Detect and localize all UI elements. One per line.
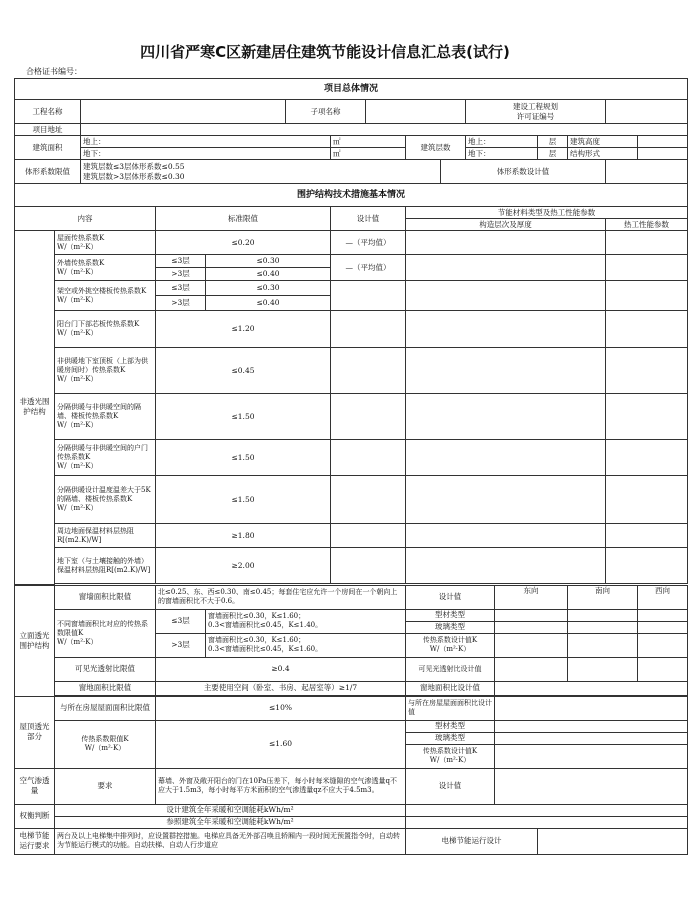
kd-west (638, 633, 688, 657)
wf-limit-text: 主要使用空间（卧室、书房、起居室等）≥1/7 (156, 681, 406, 695)
shape-limit-values (81, 160, 441, 184)
skylight-glass-label: 玻璃类型 (406, 732, 495, 744)
col-thermal: 热工性能参数 (606, 219, 688, 231)
area-above-unit: ㎡ (331, 136, 406, 148)
overhang-gt3: >3层 (156, 296, 206, 311)
wf-design-value (495, 681, 688, 695)
elevator-design-value (538, 828, 688, 854)
basement-ceiling-k-limit: ≤0.45 (156, 348, 331, 394)
structure-label: 结构形式 (568, 148, 638, 160)
project-name-value (81, 100, 286, 124)
partition-k-limit: ≤1.50 (156, 394, 331, 440)
shape-design-label: 体形系数设计值 (441, 160, 606, 184)
entry-door-k-limit: ≤1.50 (156, 440, 331, 476)
wwr-design-label: 设计值 (406, 585, 495, 609)
basement-wall-thermal (606, 548, 688, 584)
permit-number-value (606, 100, 688, 124)
overview-heading: 项目总体情况 (15, 79, 688, 100)
balcony-door-k-design (331, 311, 406, 348)
vlt-design-label: 可见光透射比设计值 (406, 657, 495, 681)
wall-k-label: 外墙传热系数K W/（m²·K） (55, 255, 156, 281)
floors-below-unit: 层 (538, 148, 568, 160)
basement-wall-layers (406, 548, 606, 584)
window-le3: ≤3层 (156, 609, 206, 633)
glass-east (495, 621, 568, 633)
balcony-door-k-limit: ≤1.20 (156, 311, 331, 348)
window-le3-text: 窗墙面积比≤0.30，K≤1.60； 0.3<窗墙面积比≤0.45，K≤1.40。 (206, 609, 406, 633)
elevator-group-label: 电梯节能运行要求 (15, 828, 55, 854)
profile-type-label: 型材类型 (406, 609, 495, 621)
overhang-k-label: 架空或外挑空楼板传热系数K W/（m²·K） (55, 281, 156, 311)
vlt-east (495, 657, 568, 681)
roof-k-limit: ≤0.20 (156, 231, 331, 255)
ref-energy-label: 参照建筑全年采暖和空调能耗kWh/m² (55, 816, 406, 828)
wall-le3: ≤3层 (156, 255, 206, 268)
profile-east (495, 609, 568, 621)
project-name-label: 工程名称 (15, 100, 81, 124)
wall-layers (406, 255, 606, 281)
wwr-east: 东向 (495, 585, 568, 609)
floor-area-label: 建筑面积 (15, 136, 81, 160)
ground-r-limit: ≥1.80 (156, 524, 331, 548)
wall-k-design: —（平均值） (331, 255, 406, 281)
roof-k-design: —（平均值） (331, 231, 406, 255)
ground-r-label: 周边地面保温材料层热阻R[(m2.K)/W] (55, 524, 156, 548)
entry-door-k-label: 分隔供暖与非供暖空间的户门传热系数K W/（m²·K） (55, 440, 156, 476)
profile-west (638, 609, 688, 621)
envelope-heading: 围护结构技术措施基本情况 (15, 184, 688, 207)
roof-layers (406, 231, 606, 255)
floors-above-label: 地上： (466, 136, 538, 148)
wwr-limit-text: 北≤0.25、东、西≤0.30、南≤0.45；每套住宅应允许一个房间在一个朝向上的窗墙面积比不大于0.6。 (156, 585, 406, 609)
shape-limit-1: 建筑层数≤3层体形系数≤0.55 (83, 161, 185, 171)
tradeoff-group-label: 权衡判断 (15, 804, 55, 828)
overhang-le3: ≤3层 (156, 281, 206, 296)
overhang-thermal (606, 281, 688, 311)
skylight-ratio-value: ≤10% (156, 696, 406, 720)
kd-east (495, 633, 568, 657)
wall-thermal (606, 255, 688, 281)
basement-ceiling-k-label: 非供暖地下室顶板（上部为供暖房间时）传热系数K W/（m²·K） (55, 348, 156, 394)
partition-k-label: 分隔供暖与非供暖空间的隔墙、楼板传热系数K W/（m²·K） (55, 394, 156, 440)
permit-number-label: 建设工程规划 许可证编号 (466, 100, 606, 124)
ground-thermal (606, 524, 688, 548)
skylight-profile-value (495, 720, 688, 732)
design-energy-value (406, 804, 688, 816)
address-label: 项目地址 (15, 124, 81, 136)
balcony-door-layers (406, 311, 606, 348)
opaque-group-label: 非透光围护结构 (15, 231, 55, 585)
skylight-ratio-design-label: 与所在房屋屋面面积比设计值 (406, 696, 495, 720)
certificate-number-label: 合格证书编号： (26, 67, 82, 76)
basement-ceiling-layers (406, 348, 606, 394)
wall-gt3-limit: ≤0.40 (206, 268, 331, 281)
floors-above-unit: 层 (538, 136, 568, 148)
balcony-door-k-label: 阳台门下部芯板传热系数K W/（m²·K） (55, 311, 156, 348)
floors-label: 建筑层数 (406, 136, 466, 160)
overhang-k-design (331, 281, 406, 311)
address-value (81, 124, 688, 136)
wf-limit-label: 窗地面积比限值 (55, 681, 156, 695)
skylight-ratio-label: 与所在房屋屋面面积比限值 (55, 696, 156, 720)
wall-le3-limit: ≤0.30 (206, 255, 331, 268)
basement-wall-r-limit: ≥2.00 (156, 548, 331, 584)
temp-diff-thermal (606, 476, 688, 524)
profile-south (568, 609, 638, 621)
roof-thermal (606, 231, 688, 255)
energy-info-table (14, 78, 688, 855)
col-material: 节能材料类型及热工性能参数 (406, 207, 688, 219)
skylight-glass-value (495, 732, 688, 744)
structure-value (638, 148, 688, 160)
overhang-layers (406, 281, 606, 311)
overhang-gt3-limit: ≤0.40 (206, 296, 331, 311)
temp-diff-k-limit: ≤1.50 (156, 476, 331, 524)
sub-project-value (366, 100, 466, 124)
window-gt3-text: 窗墙面积比≤0.30，K≤1.60； 0.3<窗墙面积比≤0.45，K≤1.60。 (206, 633, 406, 657)
col-layers: 构造层次及厚度 (406, 219, 606, 231)
col-limit: 标准限值 (156, 207, 331, 231)
window-k-design-label: 传热系数设计值K W/（m²·K） (406, 633, 495, 657)
entry-door-k-design (331, 440, 406, 476)
glazing-group-label: 立面透光围护结构 (15, 585, 55, 696)
height-label: 建筑高度 (568, 136, 638, 148)
shape-design-value (606, 160, 688, 184)
partition-thermal (606, 394, 688, 440)
ref-energy-value (406, 816, 688, 828)
skylight-k-design-value (495, 744, 688, 768)
overhang-le3-limit: ≤0.30 (206, 281, 331, 296)
partition-layers (406, 394, 606, 440)
wf-design-label: 窗地面积比设计值 (406, 681, 495, 695)
temp-diff-k-design (331, 476, 406, 524)
airtight-design-label: 设计值 (406, 768, 495, 804)
temp-diff-k-label: 分隔供暖设计温度温差大于5K的隔墙、楼板传热系数K W/（m²·K） (55, 476, 156, 524)
basement-ceiling-thermal (606, 348, 688, 394)
skylight-k-design-label: 传热系数设计值K W/（m²·K） (406, 744, 495, 768)
entry-door-thermal (606, 440, 688, 476)
shape-limit-label: 体形系数限值 (15, 160, 81, 184)
basement-wall-r-label: 地下室（与土壤接触的外墙）保温材料层热阻R[(m2.K)/W] (55, 548, 156, 584)
wwr-south: 南向 (568, 585, 638, 609)
shape-limit-2: 建筑层数>3层体形系数≤0.30 (83, 171, 185, 181)
skylight-k-limit-value: ≤1.60 (156, 720, 406, 768)
window-gt3: >3层 (156, 633, 206, 657)
airtight-design-value (495, 768, 688, 804)
glass-west (638, 621, 688, 633)
elevator-text: 两台及以上电梯集中排列时，应设置群控措施。电梯应具备无外部召唤且轿厢内一段时间无预置指令时，自动转为节能运行模式的功能。自动扶梯、自动人行步道应 (55, 828, 406, 854)
vlt-west (638, 657, 688, 681)
basement-wall-r-design (331, 548, 406, 584)
wwr-limit-label: 窗墙面积比限值 (55, 585, 156, 609)
glass-south (568, 621, 638, 633)
ground-layers (406, 524, 606, 548)
vlt-limit-value: ≥0.4 (156, 657, 406, 681)
roof-k-label: 屋面传热系数K W/（m²·K） (55, 231, 156, 255)
skylight-k-limit-label: 传热系数限值K W/（m²·K） (55, 720, 156, 768)
col-content: 内容 (15, 207, 156, 231)
glass-type-label: 玻璃类型 (406, 621, 495, 633)
elevator-design-label: 电梯节能运行设计 (406, 828, 538, 854)
area-above-label: 地上： (81, 136, 331, 148)
airtight-req-label: 要求 (55, 768, 156, 804)
wwr-west: 西向 (638, 585, 688, 609)
document-title: 四川省严寒C区新建居住建筑节能设计信息汇总表(试行) (140, 43, 510, 61)
skylight-ratio-design-value (495, 696, 688, 720)
wall-gt3: >3层 (156, 268, 206, 281)
col-design: 设计值 (331, 207, 406, 231)
floors-below-label: 地下： (466, 148, 538, 160)
height-value (638, 136, 688, 148)
vlt-south (568, 657, 638, 681)
ground-r-design (331, 524, 406, 548)
vlt-limit-label: 可见光透射比限值 (55, 657, 156, 681)
area-below-unit: ㎡ (331, 148, 406, 160)
skylight-profile-label: 型材类型 (406, 720, 495, 732)
partition-k-design (331, 394, 406, 440)
kd-south (568, 633, 638, 657)
basement-ceiling-k-design (331, 348, 406, 394)
entry-door-layers (406, 440, 606, 476)
airtight-req-text: 幕墙、外窗及敞开阳台的门在10Pa压差下，每小时每米缝隙的空气渗透量q不应大于1.5m3，每小时每平方米面积的空气渗透量qz不应大于4.5m3。 (156, 768, 406, 804)
skylight-group-label: 屋顶透光部分 (15, 696, 55, 768)
design-energy-label: 设计建筑全年采暖和空调能耗kWh/m² (55, 804, 406, 816)
temp-diff-layers (406, 476, 606, 524)
area-below-label: 地下： (81, 148, 331, 160)
window-k-limit-label: 不同窗墙面积比对应的传热系数限值K W/（m²·K） (55, 609, 156, 657)
airtight-group-label: 空气渗透量 (15, 768, 55, 804)
balcony-door-thermal (606, 311, 688, 348)
sub-project-label: 子项名称 (286, 100, 366, 124)
